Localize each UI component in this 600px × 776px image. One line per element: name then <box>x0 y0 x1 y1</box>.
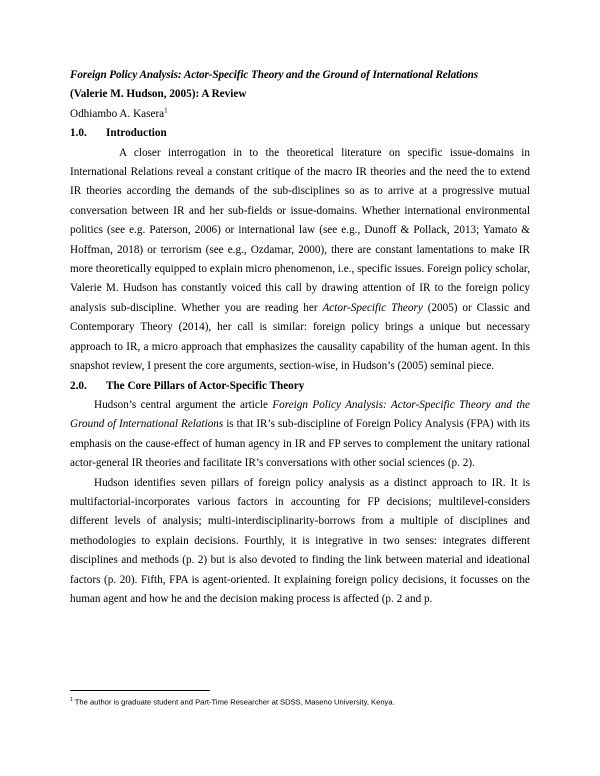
footnote-text: The author is graduate student and Part-Time Researcher at SDSS, Maseno University, Kenya. <box>72 697 395 707</box>
footnote <box>70 690 530 708</box>
paragraph-italic-text: Actor-Specific Theory <box>322 301 423 314</box>
footnote-text-line <box>70 695 530 708</box>
section-title: The Core Pillars of Actor-Specific Theory <box>106 379 305 392</box>
paragraph-italic-text: Foreign Policy Analysis: Actor-Specific Theory and the Ground of International Relations <box>70 398 530 431</box>
paragraph-text: is that IR’s sub-discipline of Foreign Policy Analysis (FPA) with its emphasis on the cause-effect of human agency in IR and FP serves to complement the unitary rational actor-general IR theories and facilitate IR’s conversations with other social sciences (p. 2). <box>70 418 530 470</box>
footnote-divider <box>70 690 210 691</box>
section-title: Introduction <box>106 127 167 140</box>
paper-title: Foreign Policy Analysis: Actor-Specific Theory and the Ground of International Relations <box>70 69 479 81</box>
section-number: 1.0. <box>70 127 87 140</box>
paragraph-text: (2005) or Classic and Contemporary Theory (2014), her call is similar: foreign policy brings a unique but necessary approach to IR, a micro approach that emphasizes the causality capability of the human agent. In this snapshot review, I present the core arguments, section-wise, in Hudson’s (2005) seminal piece. <box>70 301 530 373</box>
paragraph-text: Hudson’s central argument the article <box>94 398 273 411</box>
author-name: Odhiambo A. Kasera <box>70 107 165 120</box>
paper-page <box>70 66 530 609</box>
section-heading-core-pillars <box>70 377 530 396</box>
paragraph-text: A closer interrogation in to the theoretical literature on specific issue-domains in International Relations reveal a constant critique of the macro IR theories and the need the to extend IR theories according the demands of the sub-disciplines so as to arrive at a progressive mutual conversation between IR and her sub-fields or issue-domains. Whether international environmental politics (see e.g. Paterson, 2006) or international law (see e.g., Dunoff & Pollack, 2013; Yamato & Hoffman, 2018) or terrorism (see e.g., Ozdamar, 2000), there are constant lamentations to make IR more theoretically equipped to explain micro phenomenon, i.e., specific issues. Foreign policy scholar, Valerie M. Hudson has constantly voiced this call by drawing attention of IR to the foreign policy analysis sub-discipline. Whether you are reading her <box>70 146 530 314</box>
footnote-mark: 1 <box>70 697 73 703</box>
paper-title-line2: (Valerie M. Hudson, 2005): A Review <box>70 88 247 101</box>
paragraph-central-argument <box>70 396 530 474</box>
section-heading-introduction <box>70 124 530 143</box>
section-number: 2.0. <box>70 379 87 392</box>
paragraph-introduction <box>70 144 530 377</box>
paragraph-seven-pillars: Hudson identifies seven pillars of foreign policy analysis as a distinct approach to IR. It is multifactorial-incorporates various factors in accounting for FP decisions; multilevel-considers different levels of analysis; multi-interdisciplinarity-borrows from a multiple of disciplines and methodologies to explain decisions. Fourthly, it is integrative in two senses: integrates different disciplines and methods (p. 2) but is also devoted to finding the link between material and ideational factors (p. 20). Fifth, FPA is agent-oriented. It explaining foreign policy decisions, it focusses on the human agent and how he and the decision making process is affected (p. 2 and p. <box>70 476 530 605</box>
author-footnote-mark[interactable]: 1 <box>164 106 168 115</box>
author-line <box>70 105 530 124</box>
